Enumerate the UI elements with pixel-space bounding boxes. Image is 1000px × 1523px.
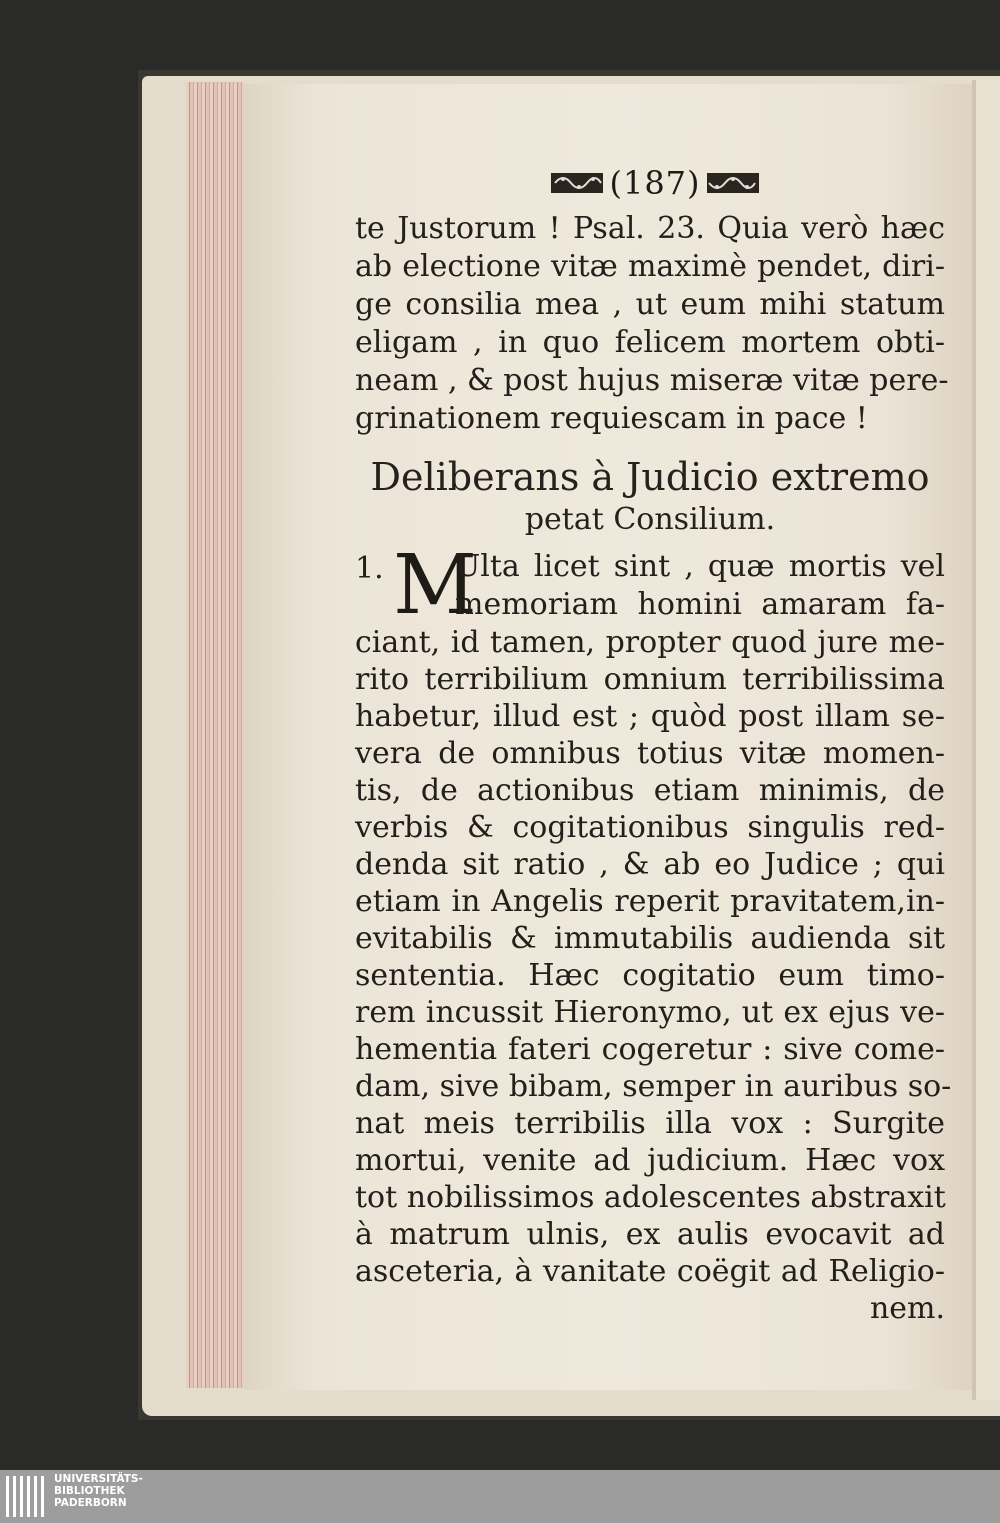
text-line: nat meis terribilis illa vox : Surgite <box>355 1106 945 1141</box>
text-line: tis, de actionibus etiam minimis, de <box>355 773 945 808</box>
text-line: asceteria, à vanitate coëgit ad Religio- <box>355 1254 945 1289</box>
library-name-line: PADERBORN <box>54 1497 127 1509</box>
text-line: denda sit ratio , & ab eo Judice ; qui <box>355 847 945 882</box>
text-line: Ulta licet sint , quæ mortis vel <box>455 549 945 584</box>
text-line: te Justorum ! Psal. 23. Quia verò hæc <box>355 211 945 246</box>
library-footer <box>0 1470 1000 1523</box>
text-line: verbis & cogitationibus singulis red- <box>355 810 945 845</box>
text-line: vera de omnibus totius vitæ momen- <box>355 736 945 771</box>
text-line: à matrum ulnis, ex aulis evocavit ad <box>355 1217 945 1252</box>
text-line: mortui, venite ad judicium. Hæc vox <box>355 1143 945 1178</box>
next-page-sliver <box>972 80 1000 1400</box>
library-name-line: BIBLIOTHEK <box>54 1485 125 1497</box>
text-line: evitabilis & immutabilis audienda sit <box>355 921 945 956</box>
text-line: sententia. Hæc cogitatio eum timo- <box>355 958 945 993</box>
section-heading: Deliberans à Judicio extremo <box>370 455 930 499</box>
library-logo-icon <box>6 1474 46 1519</box>
text-line: hementia fateri cogeretur : sive come- <box>355 1032 945 1067</box>
gutter-edge <box>972 80 976 1400</box>
drop-capital: M <box>393 538 477 633</box>
right-ornament-icon <box>705 169 761 197</box>
text-line: neam , & post hujus miseræ vitæ pere- <box>355 363 949 398</box>
catchword: nem. <box>869 1291 945 1326</box>
page-edges <box>186 82 244 1388</box>
page-header <box>520 162 790 204</box>
text-line: tot nobilissimos adolescentes abstraxit <box>355 1180 946 1215</box>
text-line: grinationem requiescam in pace ! <box>355 401 868 436</box>
page-number: (187) <box>609 164 701 202</box>
section-subheading: petat Consilium. <box>524 502 776 537</box>
text-line: ge consilia mea , ut eum mihi statum <box>355 287 945 322</box>
text-line: eligam , in quo felicem mortem obti- <box>355 325 945 360</box>
library-name-line: UNIVERSITÄTS- <box>54 1473 143 1485</box>
left-ornament-icon <box>549 169 605 197</box>
text-line: ab electione vitæ maximè pendet, diri- <box>355 249 945 284</box>
library-name <box>54 1473 143 1509</box>
text-line: dam, sive bibam, semper in auribus so- <box>355 1069 952 1104</box>
text-line: habetur, illud est ; quòd post illam se- <box>355 699 945 734</box>
text-line: memoriam homini amaram fa- <box>455 587 945 622</box>
text-line: rito terribilium omnium terribilissima <box>355 662 945 697</box>
text-line: etiam in Angelis reperit pravitatem,in- <box>355 884 945 919</box>
text-line: ciant, id tamen, propter quod jure me- <box>355 625 945 660</box>
text-line: rem incussit Hieronymo, ut ex ejus ve- <box>355 995 945 1030</box>
